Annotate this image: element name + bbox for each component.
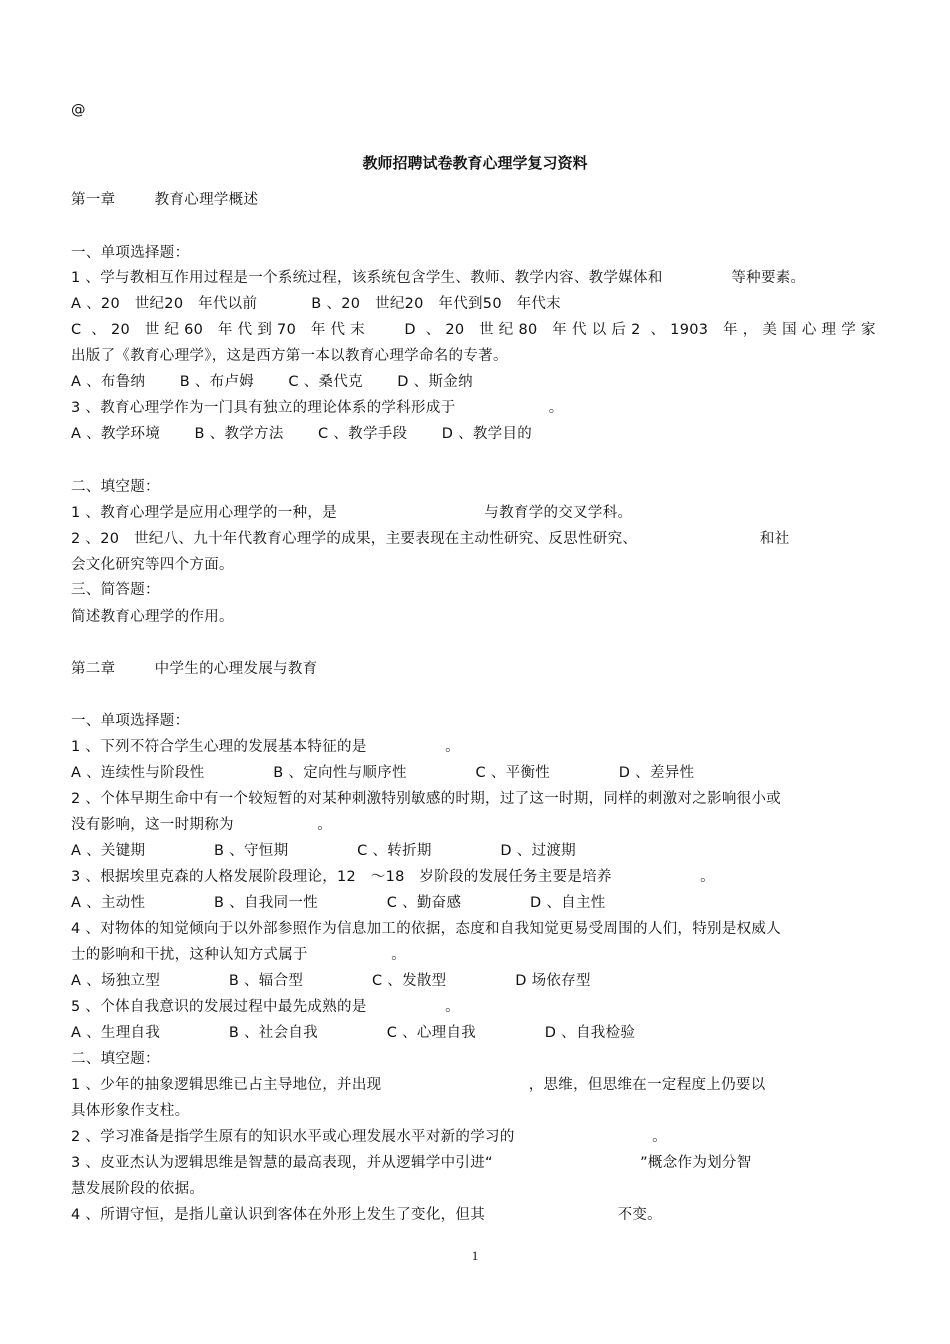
question-line: 士的影响和干扰，这种认知方式属于 。 <box>71 947 407 963</box>
question-line: 2 、20 世纪八、九十年代教育心理学的成果，主要表现在主动性研究、反思性研究、 和社 <box>71 531 790 547</box>
question-line: 3 、教育心理学作为一门具有独立的理论体系的学科形成于 。 <box>71 400 564 416</box>
question-line: 没有影响，这一时期称为 。 <box>71 817 333 833</box>
options-line: A 、20 世纪20 年代以前 B 、20 世纪20 年代到50 年代末 <box>71 296 561 312</box>
options-line: A 、生理自我 B 、社会自我 C 、心理自我 D 、自我检验 <box>71 1025 636 1041</box>
question-line: 简述教育心理学的作用。 <box>71 609 234 625</box>
question-line: 会文化研究等四个方面。 <box>71 557 234 573</box>
question-line: 1 、学与教相互作用过程是一个系统过程，该系统包含学生、教师、教学内容、教学媒体和 等种要素。 <box>71 270 806 286</box>
question-line: 3 、皮亚杰认为逻辑思维是智慧的最高表现，并从逻辑学中引进“ ”概念作为划分智 <box>71 1155 752 1171</box>
page-number: 1 <box>471 1248 479 1263</box>
question-line: 具体形象作支柱。 <box>71 1103 190 1119</box>
question-line: 出版了《教育心理学》，这是西方第一本以教育心理学命名的专著。 <box>71 348 508 364</box>
options-line: A 、场独立型 B 、辐合型 C 、发散型 D 场依存型 <box>71 973 591 989</box>
question-line: 慧发展阶段的依据。 <box>71 1181 205 1197</box>
question-line: 2 、学习准备是指学生原有的知识水平或心理发展水平对新的学习的 。 <box>71 1129 667 1145</box>
options-line: A 、布鲁纳 B 、布卢姆 C 、桑代克 D 、斯金纳 <box>71 374 473 390</box>
page-title: 教师招聘试卷教育心理学复习资料 <box>362 154 588 172</box>
options-line: A 、关键期 B 、守恒期 C 、转折期 D 、过渡期 <box>71 843 576 859</box>
section-heading: 二、填空题： <box>71 1051 160 1067</box>
section-heading: 一、单项选择题： <box>71 713 190 729</box>
section-heading: 二、填空题： <box>71 479 160 495</box>
question-line: 1 、下列不符合学生心理的发展基本特征的是 。 <box>71 739 460 755</box>
question-line: 4 、所谓守恒，是指儿童认识到客体在外形上发生了变化，但其 不变。 <box>71 1207 662 1223</box>
question-line: 4 、对物体的知觉倾向于以外部参照作为信息加工的依据，态度和自我知觉更易受周围的人们，特别是权威人 <box>71 921 782 937</box>
question-line: 3 、根据埃里克森的人格发展阶段理论，12 ～18 岁阶段的发展任务主要是培养 。 <box>71 869 715 885</box>
options-line: A 、主动性 B 、自我同一性 C 、勤奋感 D 、自主性 <box>71 895 606 911</box>
question-line: 5 、个体自我意识的发展过程中最先成熟的是 。 <box>71 999 460 1015</box>
at-mark: @ <box>71 102 86 118</box>
options-line: A 、连续性与阶段性 B 、定向性与顺序性 C 、平衡性 D 、差异性 <box>71 765 695 781</box>
options-line: A 、教学环境 B 、教学方法 C 、教学手段 D 、教学目的 <box>71 426 533 442</box>
question-line: 1 、少年的抽象逻辑思维已占主导地位，并出现 ，思维，但思维在一定程度上仍要以 <box>71 1077 766 1093</box>
section-heading: 一、单项选择题： <box>71 245 190 261</box>
chapter-1-heading: 第一章 教育心理学概述 <box>71 192 259 208</box>
question-line: 2 、个体早期生命中有一个较短暂的对某种刺激特别敏感的时期，过了这一时期，同样的刺激对之影响很小或 <box>71 791 782 807</box>
chapter-2-heading: 第二章 中学生的心理发展与教育 <box>71 661 318 677</box>
section-heading: 三、简答题： <box>71 582 160 598</box>
question-line: 1 、教育心理学是应用心理学的一种，是 与教育学的交叉学科。 <box>71 505 633 521</box>
options-line: C 、 20 世 纪 60 年 代 到 70 年 代 末 D 、 20 世 纪 80 年 代 以 后 2 、 1903 年 ， 美 国 心 理 学 家 <box>71 322 876 338</box>
